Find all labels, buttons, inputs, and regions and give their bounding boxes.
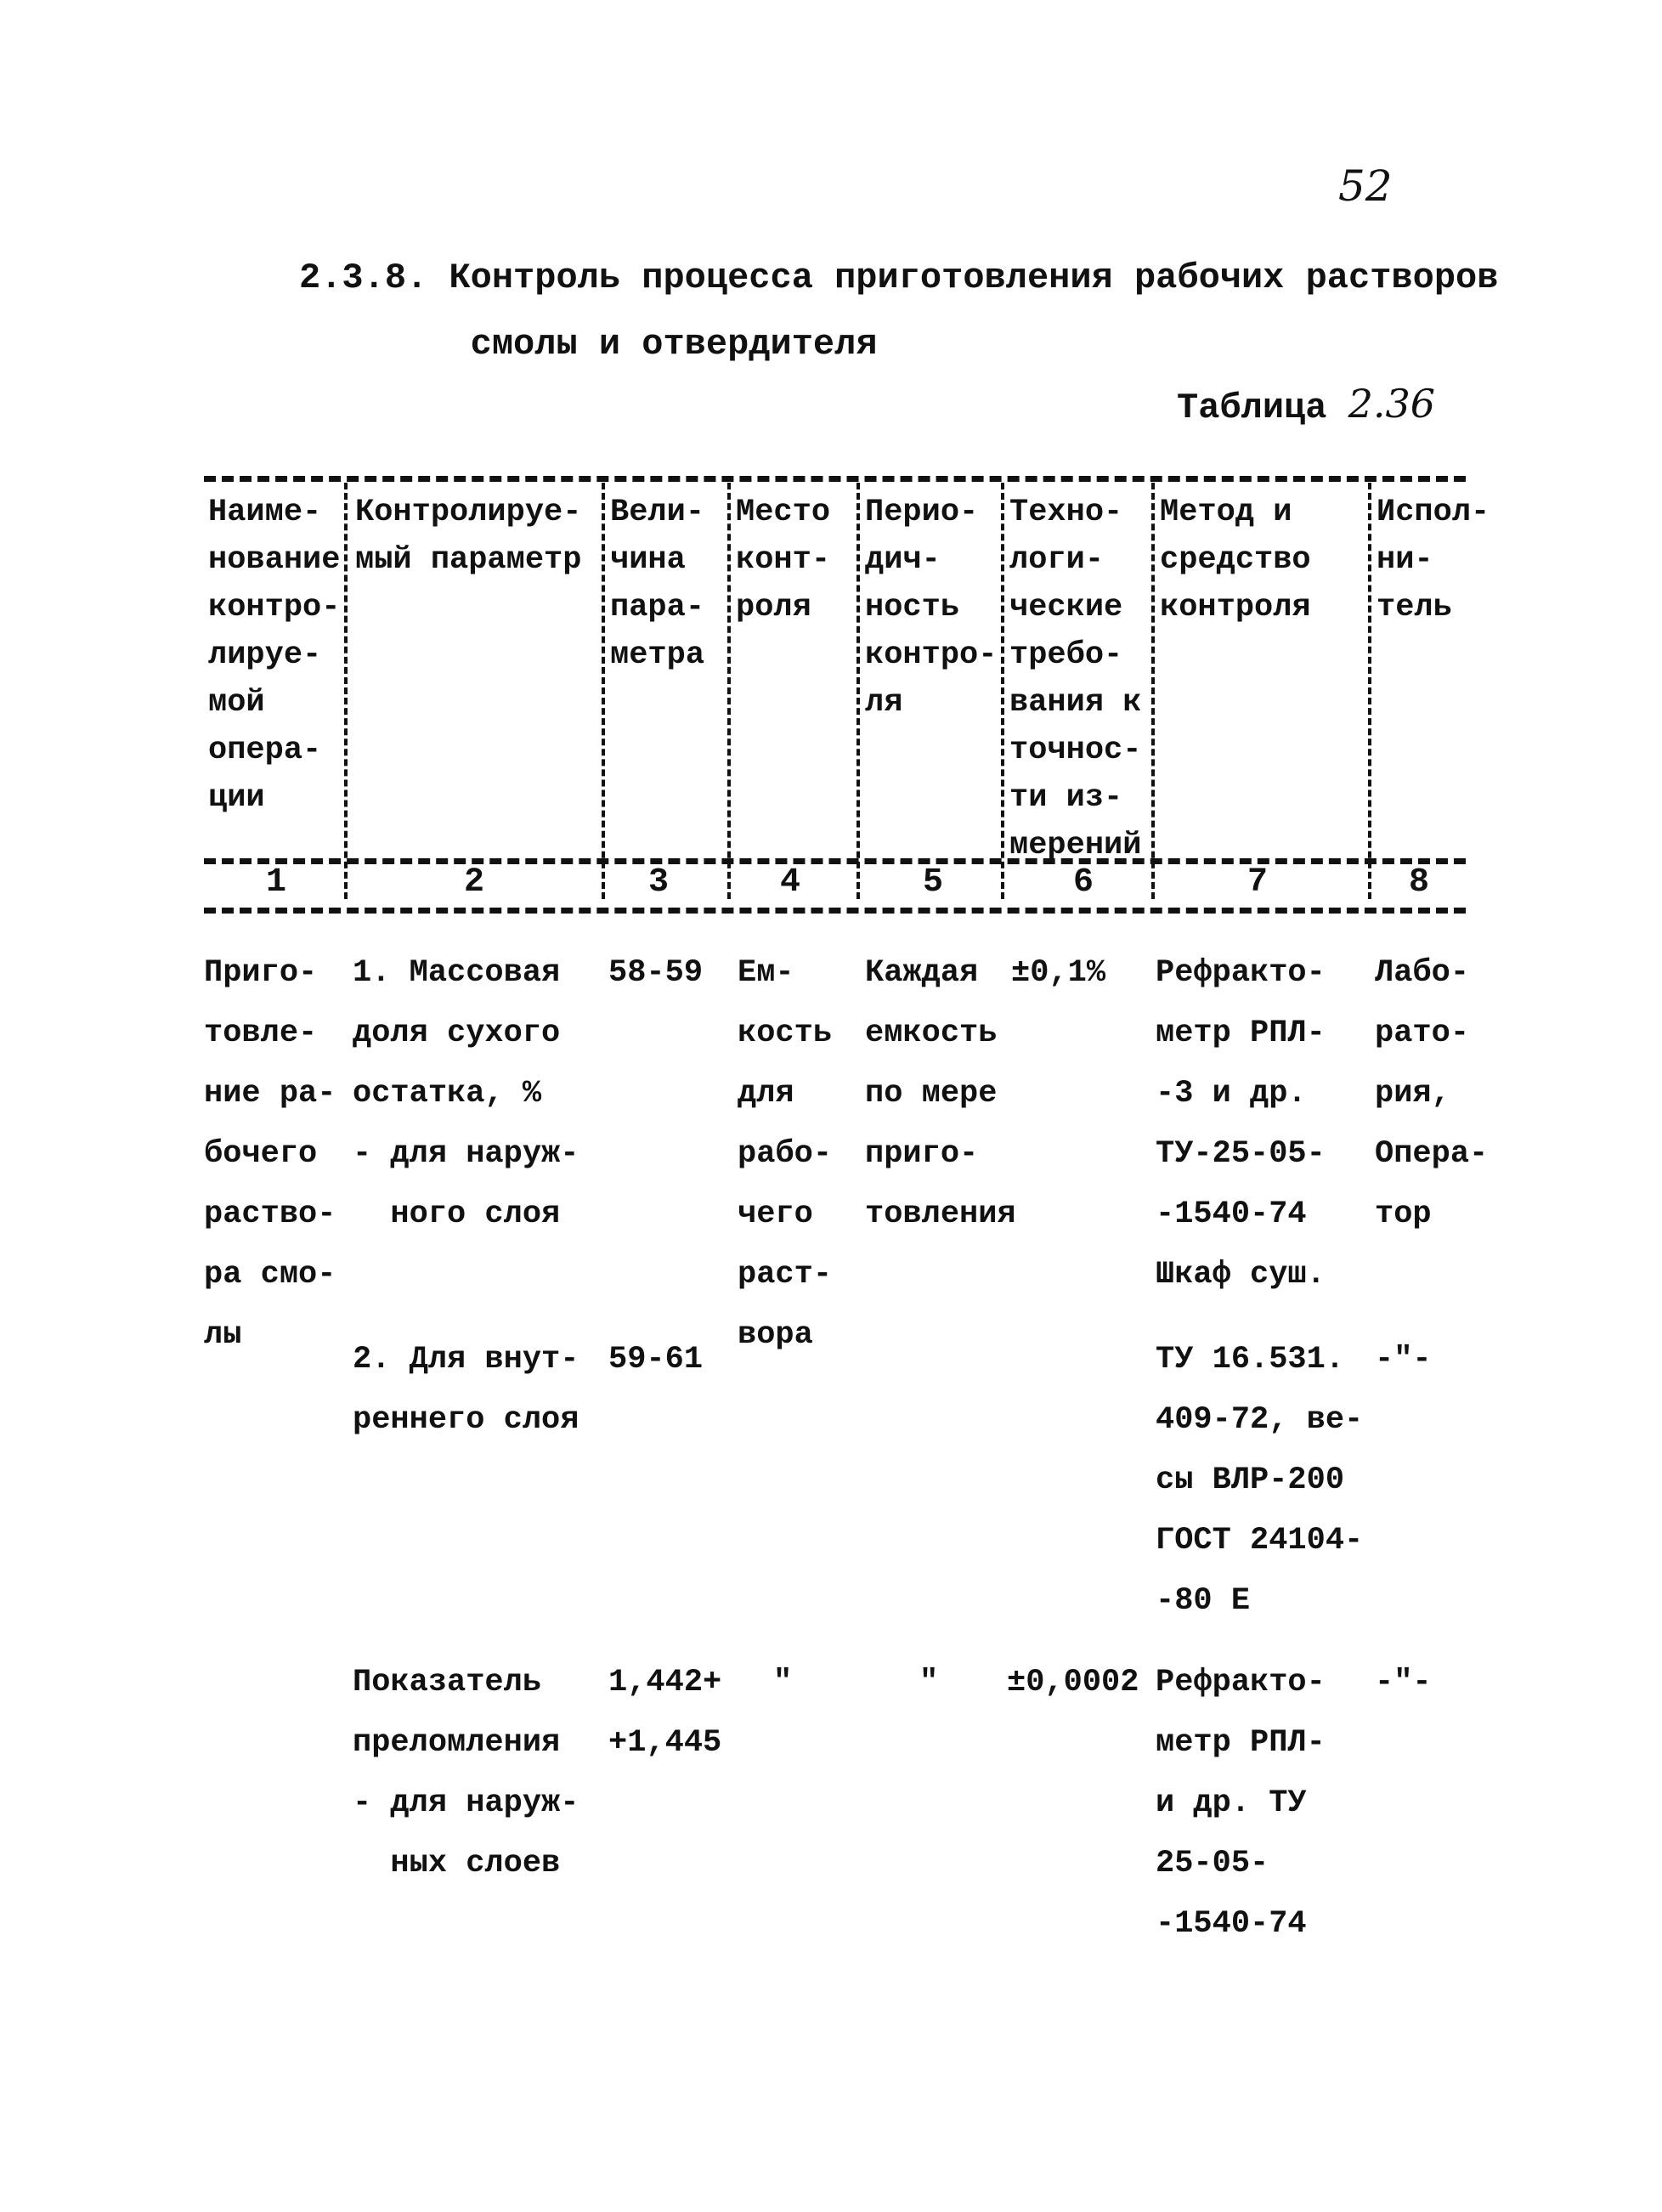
table-cell: 58-59 [608,955,704,991]
table-cell: 1. Массовая доля сухого остатка, % - для наруж- ного слоя [353,955,579,1232]
section-title [299,245,1498,377]
column-divider [1368,483,1371,899]
section-title-line1: 2.3.8. Контроль процесса приготовления рабочих растворов [299,257,1499,298]
table-cell: 59-61 [608,1342,704,1378]
table-cell: Приго- товле- ние ра- бочего раство- ра смо- лы [204,955,336,1353]
column-divider [344,483,348,899]
table-cell: ТУ 16.531. 409-72, ве- сы ВЛР-200 ГОСТ 24104- -80 Е [1156,1342,1364,1619]
table-cell: -"- [1375,1342,1432,1378]
column-number: 2 [463,863,484,902]
table-label-text: Таблица [1177,388,1327,428]
header-cell-5: Перио- дич- ность контро- ля [865,495,998,721]
table-cell: 1,442+ +1,445 [608,1665,722,1761]
table-cell: Каждая емкость по мере приго- товления [865,955,1016,1232]
table-cell: ±0,0002 [1007,1665,1139,1700]
column-divider [856,483,860,899]
column-number: 5 [922,863,943,902]
header-cell-2: Контролируе- мый параметр [355,495,582,578]
table-cell: Показатель преломления - для наруж- ных слоев [353,1665,579,1881]
table-label [1177,381,1435,428]
header-cell-8: Испол- ни- тель [1377,495,1490,625]
table-top-border [204,476,1466,482]
table-number: 2.36 [1348,381,1436,427]
header-cell-1: Наиме- нование контро- лируе- мой опера- ции [208,495,341,816]
table-cell: ±0,1% [1011,955,1106,991]
column-divider [1001,483,1004,899]
table-cell: " [773,1665,793,1700]
column-number: 8 [1408,863,1429,902]
section-title-line2: смолы и отвердителя [470,324,878,365]
colnum-bottom-border [204,908,1466,914]
header-cell-7: Метод и средство контроля [1160,495,1311,625]
table-cell: " [919,1665,939,1700]
column-number: 1 [265,863,286,902]
table-cell: Ем- кость для рабо- чего раст- вора [738,955,833,1353]
column-number: 7 [1246,863,1268,902]
column-divider [1151,483,1155,899]
column-number: 3 [647,863,669,902]
table-cell: -"- [1375,1665,1432,1700]
header-cell-6: Техно- логи- ческие требо- вания к точнос- ти из- мерений [1009,495,1142,863]
column-divider [727,483,731,899]
table-cell: 2. Для внут- реннего слоя [353,1342,579,1438]
page-number: 52 [1338,161,1393,211]
table-cell: Рефракто- метр РПЛ- -3 и др. ТУ-25-05- -1540-74 Шкаф суш. [1156,955,1326,1293]
header-cell-3: Вели- чина пара- метра [610,495,705,673]
column-divider [602,483,605,899]
header-cell-4: Место конт- роля [736,495,831,625]
table-cell: Лабо- рато- рия, Опера- тор [1375,955,1489,1232]
column-number: 6 [1072,863,1094,902]
column-number: 4 [779,863,800,902]
table-cell: Рефракто- метр РПЛ- и др. ТУ 25-05- -1540-74 [1156,1665,1326,1942]
